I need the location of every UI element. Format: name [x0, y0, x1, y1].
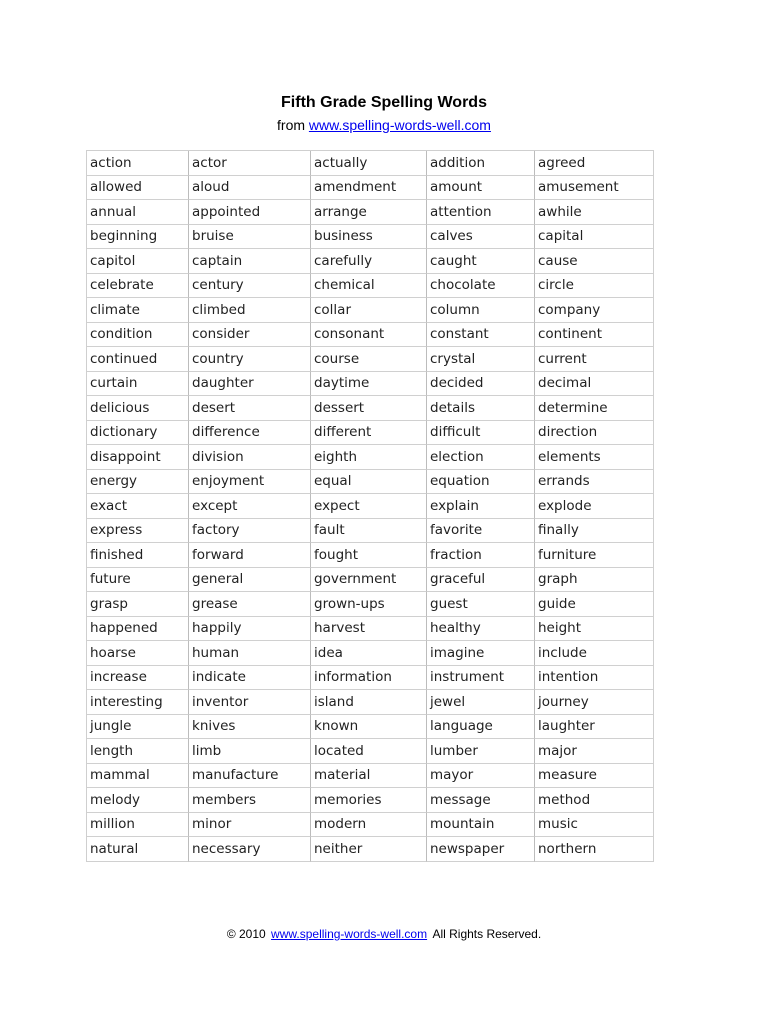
word-cell: jewel: [427, 690, 535, 715]
word-cell: actually: [311, 151, 427, 176]
table-row: [87, 739, 653, 764]
word-cell: modern: [311, 813, 427, 838]
word-cell: explain: [427, 494, 535, 519]
word-cell: celebrate: [87, 274, 189, 299]
word-cell: fought: [311, 543, 427, 568]
word-cell: intention: [535, 666, 653, 691]
word-cell: grasp: [87, 592, 189, 617]
word-cell: finally: [535, 519, 653, 544]
word-cell: errands: [535, 470, 653, 495]
table-row: [87, 837, 653, 862]
table-row: [87, 788, 653, 813]
copyright-text: © 2010: [226, 927, 266, 941]
word-cell: equation: [427, 470, 535, 495]
word-cell: imagine: [427, 641, 535, 666]
table-row: [87, 445, 653, 470]
word-cell: business: [311, 225, 427, 250]
word-cell: aloud: [189, 176, 311, 201]
page-header: [0, 92, 768, 134]
table-row: [87, 372, 653, 397]
word-cell: grease: [189, 592, 311, 617]
word-cell: curtain: [87, 372, 189, 397]
word-cell: knives: [189, 715, 311, 740]
word-cell: addition: [427, 151, 535, 176]
word-cell: caught: [427, 249, 535, 274]
word-cell: calves: [427, 225, 535, 250]
word-cell: interesting: [87, 690, 189, 715]
word-cell: journey: [535, 690, 653, 715]
word-cell: appointed: [189, 200, 311, 225]
word-cell: country: [189, 347, 311, 372]
word-cell: eighth: [311, 445, 427, 470]
table-row: [87, 715, 653, 740]
word-cell: determine: [535, 396, 653, 421]
table-row: [87, 470, 653, 495]
word-cell: government: [311, 568, 427, 593]
word-cell: message: [427, 788, 535, 813]
word-cell: amount: [427, 176, 535, 201]
table-row: [87, 666, 653, 691]
word-cell: dictionary: [87, 421, 189, 446]
word-cell: length: [87, 739, 189, 764]
word-cell: cause: [535, 249, 653, 274]
table-row: [87, 274, 653, 299]
word-cell: information: [311, 666, 427, 691]
word-cell: finished: [87, 543, 189, 568]
word-cell: general: [189, 568, 311, 593]
word-cell: direction: [535, 421, 653, 446]
table-row: [87, 200, 653, 225]
word-cell: chocolate: [427, 274, 535, 299]
word-cell: graph: [535, 568, 653, 593]
word-cell: action: [87, 151, 189, 176]
word-cell: continued: [87, 347, 189, 372]
word-cell: language: [427, 715, 535, 740]
word-cell: mayor: [427, 764, 535, 789]
word-cell: instrument: [427, 666, 535, 691]
word-cell: election: [427, 445, 535, 470]
word-cell: lumber: [427, 739, 535, 764]
table-row: [87, 641, 653, 666]
word-cell: attention: [427, 200, 535, 225]
table-row: [87, 494, 653, 519]
word-cell: capital: [535, 225, 653, 250]
word-cell: indicate: [189, 666, 311, 691]
word-cell: annual: [87, 200, 189, 225]
word-cell: music: [535, 813, 653, 838]
word-cell: constant: [427, 323, 535, 348]
word-cell: climbed: [189, 298, 311, 323]
word-cell: decided: [427, 372, 535, 397]
word-cell: desert: [189, 396, 311, 421]
table-row: [87, 543, 653, 568]
word-cell: consonant: [311, 323, 427, 348]
table-row: [87, 396, 653, 421]
table-row: [87, 421, 653, 446]
word-cell: agreed: [535, 151, 653, 176]
word-cell: disappoint: [87, 445, 189, 470]
word-cell: fault: [311, 519, 427, 544]
word-cell: guest: [427, 592, 535, 617]
table-row: [87, 323, 653, 348]
word-cell: daytime: [311, 372, 427, 397]
table-row: [87, 225, 653, 250]
word-cell: natural: [87, 837, 189, 862]
word-cell: condition: [87, 323, 189, 348]
word-cell: jungle: [87, 715, 189, 740]
word-cell: furniture: [535, 543, 653, 568]
word-cell: beginning: [87, 225, 189, 250]
word-cell: enjoyment: [189, 470, 311, 495]
source-line: [0, 116, 768, 134]
table-row: [87, 298, 653, 323]
word-cell: major: [535, 739, 653, 764]
word-cell: decimal: [535, 372, 653, 397]
word-cell: factory: [189, 519, 311, 544]
word-table-container: [86, 150, 654, 862]
table-row: [87, 519, 653, 544]
word-cell: happened: [87, 617, 189, 642]
word-cell: bruise: [189, 225, 311, 250]
word-cell: continent: [535, 323, 653, 348]
word-cell: current: [535, 347, 653, 372]
word-cell: details: [427, 396, 535, 421]
word-cell: consider: [189, 323, 311, 348]
word-cell: neither: [311, 837, 427, 862]
word-cell: company: [535, 298, 653, 323]
word-cell: allowed: [87, 176, 189, 201]
word-cell: future: [87, 568, 189, 593]
word-cell: healthy: [427, 617, 535, 642]
word-cell: mammal: [87, 764, 189, 789]
table-row: [87, 617, 653, 642]
word-cell: equal: [311, 470, 427, 495]
word-cell: necessary: [189, 837, 311, 862]
word-cell: difference: [189, 421, 311, 446]
word-cell: elements: [535, 445, 653, 470]
word-cell: expect: [311, 494, 427, 519]
word-cell: minor: [189, 813, 311, 838]
word-cell: melody: [87, 788, 189, 813]
word-cell: crystal: [427, 347, 535, 372]
word-cell: northern: [535, 837, 653, 862]
word-cell: forward: [189, 543, 311, 568]
rights-text: All Rights Reserved.: [432, 927, 542, 941]
word-cell: different: [311, 421, 427, 446]
word-cell: explode: [535, 494, 653, 519]
word-cell: height: [535, 617, 653, 642]
word-cell: capitol: [87, 249, 189, 274]
word-cell: circle: [535, 274, 653, 299]
table-row: [87, 176, 653, 201]
word-cell: method: [535, 788, 653, 813]
table-row: [87, 249, 653, 274]
table-row: [87, 764, 653, 789]
word-cell: mountain: [427, 813, 535, 838]
word-cell: limb: [189, 739, 311, 764]
word-cell: million: [87, 813, 189, 838]
word-cell: include: [535, 641, 653, 666]
page-footer: [0, 926, 768, 942]
word-cell: amendment: [311, 176, 427, 201]
word-cell: harvest: [311, 617, 427, 642]
word-cell: island: [311, 690, 427, 715]
word-cell: hoarse: [87, 641, 189, 666]
table-row: [87, 690, 653, 715]
word-cell: collar: [311, 298, 427, 323]
word-cell: century: [189, 274, 311, 299]
word-cell: manufacture: [189, 764, 311, 789]
page-title: Fifth Grade Spelling Words: [281, 94, 487, 111]
word-cell: increase: [87, 666, 189, 691]
word-cell: chemical: [311, 274, 427, 299]
word-cell: human: [189, 641, 311, 666]
word-cell: course: [311, 347, 427, 372]
word-cell: awhile: [535, 200, 653, 225]
source-link[interactable]: www.spelling-words-well.com: [308, 117, 491, 133]
word-cell: grown-ups: [311, 592, 427, 617]
word-cell: daughter: [189, 372, 311, 397]
word-cell: energy: [87, 470, 189, 495]
word-cell: carefully: [311, 249, 427, 274]
word-cell: division: [189, 445, 311, 470]
word-cell: laughter: [535, 715, 653, 740]
word-cell: actor: [189, 151, 311, 176]
from-label: from: [277, 117, 306, 133]
word-cell: dessert: [311, 396, 427, 421]
word-cell: exact: [87, 494, 189, 519]
word-cell: amusement: [535, 176, 653, 201]
word-cell: memories: [311, 788, 427, 813]
word-cell: delicious: [87, 396, 189, 421]
word-cell: idea: [311, 641, 427, 666]
table-row: [87, 813, 653, 838]
table-row: [87, 151, 653, 176]
word-cell: climate: [87, 298, 189, 323]
word-cell: column: [427, 298, 535, 323]
word-cell: express: [87, 519, 189, 544]
word-cell: arrange: [311, 200, 427, 225]
word-cell: except: [189, 494, 311, 519]
word-cell: difficult: [427, 421, 535, 446]
word-cell: known: [311, 715, 427, 740]
table-row: [87, 347, 653, 372]
word-cell: newspaper: [427, 837, 535, 862]
word-cell: material: [311, 764, 427, 789]
table-row: [87, 568, 653, 593]
word-table-body: [87, 151, 653, 862]
footer-link[interactable]: www.spelling-words-well.com: [271, 927, 428, 941]
word-table: [87, 151, 653, 862]
word-cell: inventor: [189, 690, 311, 715]
word-cell: members: [189, 788, 311, 813]
word-cell: favorite: [427, 519, 535, 544]
word-cell: guide: [535, 592, 653, 617]
word-cell: graceful: [427, 568, 535, 593]
word-cell: captain: [189, 249, 311, 274]
word-cell: located: [311, 739, 427, 764]
word-cell: fraction: [427, 543, 535, 568]
table-row: [87, 592, 653, 617]
word-cell: happily: [189, 617, 311, 642]
word-cell: measure: [535, 764, 653, 789]
